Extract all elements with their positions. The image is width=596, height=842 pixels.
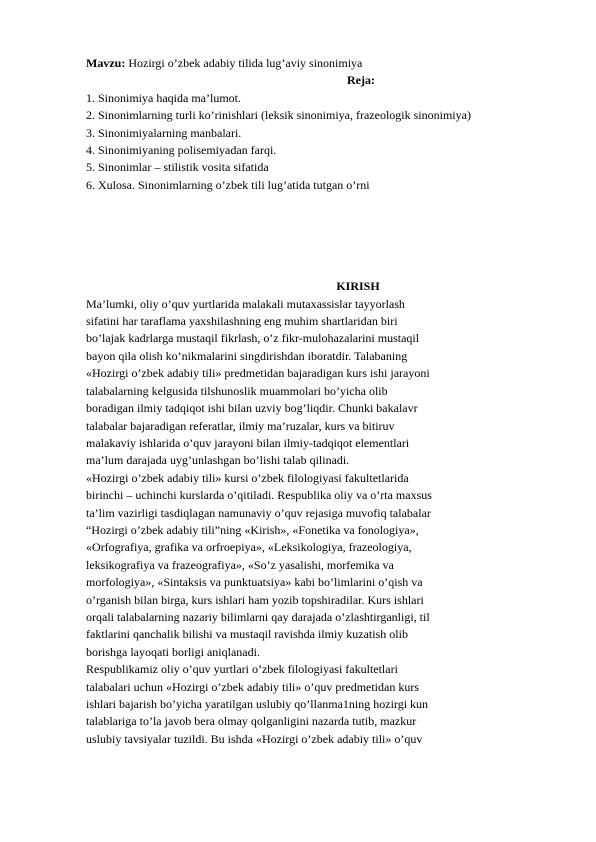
paragraph-line: ma’lum darajada uyg’unlashgan bo’lishi talab qilinadi. [86,453,350,468]
plan-item: 6. Xulosa. Sinonimlarning o’zbek tili lug’atida tutgan o’rni [86,177,370,192]
paragraph-line: «Hozirgi o’zbek adabiy tili» predmetidan bajaradigan kurs ishi jarayoni [86,366,430,381]
paragraph-line: sifatini har taraflama yaxshilashning eng muhim shartlaridan biri [86,314,398,329]
paragraph-line: Ma’lumki, oliy o’quv yurtlarida malakali mutaxassislar tayyorlash [86,296,405,311]
paragraph-line: «Orfografiya, grafika va orfroepiya», «Leksikologiya, frazeologiya, [86,540,412,555]
paragraph-line: malakaviy ishlarida o’quv jarayoni bilan ilmiy-tadqiqot elementlari [86,435,410,450]
paragraph-line: faktlarini qanchalik bilishi va mustaqil ravishda ilmiy kuzatish olib [86,627,408,642]
paragraph-line: “Hozirgi o’zbek adabiy tili”ning «Kirish», «Fonetika va fonologiya», [86,522,419,537]
topic-label: Mavzu: [86,56,126,70]
paragraph-line: «Hozirgi o’zbek adabiy tili» kursi o’zbek filologiyasi fakultetlarida [86,470,409,485]
plan-item: 4. Sinonimiyaning polisemiyadan farqi. [86,143,277,158]
plan-item: 5. Sinonimlar – stilistik vosita sifatida [86,160,269,175]
intro-paragraph [86,296,556,749]
plan-item: 3. Sinonimiyalarning manbalari. [86,125,242,140]
paragraph-line: talabalarning kelgusida tilshunoslik muammolari bo’yicha olib [86,383,388,398]
topic-line [86,55,556,72]
paragraph-line: borishga layoqati borligi aniqlanadi. [86,644,260,659]
plan-title: Reja: [347,73,375,88]
paragraph-line: ishlari bajarish bo’yicha yaratilgan uslubiy qo’llanma1ning hozirgi kun [86,697,429,711]
paragraph-line: leksikografiya va frazeografiya», «So’z yasalishi, morfemika va [86,557,394,572]
paragraph-line: Respublikamiz oliy o’quv yurtlari o’zbek filologiyasi fakultetlari [86,662,398,677]
paragraph-line: boradigan ilmiy tadqiqot ishi bilan uzviy bog’liqdir. Chunki bakalavr [86,401,418,416]
plan-item: 2. Sinonimlarning turli ko’rinishlari (leksik sinonimiya, frazeologik sinonimiya) [86,108,471,123]
plan-list [86,90,556,194]
paragraph-line: bo’lajak kadrlarga mustaqil fikrlash, o’z fikr-mulohazalarini mustaqil [86,331,420,346]
paragraph-line: morfologiya», «Sintaksis va punktuatsiya» kabi bo’limlarini o’qish va [86,575,423,590]
spacer [86,194,556,278]
paragraph-line: uslubiy tavsiyalar tuzildi. Bu ishda «Hozirgi o’zbek adabiy tili» o’quv [86,731,423,746]
paragraph-line: talablariga to’la javob bera olmay qolganligini nazarda tutib, mazkur [86,714,417,729]
paragraph-line: bayon qila olish ko’nikmalarini singdirishdan iboratdir. Talabaning [86,348,408,363]
paragraph-line: o’rganish bilan birga, kurs ishlari ham yozib topshiradilar. Kurs ishlari [86,592,424,607]
paragraph-line: talabalar bajaradigan referatlar, ilmiy ma’ruzalar, kurs va bitiruv [86,418,395,433]
document-body [86,55,556,748]
paragraph-line: talabalari uchun «Hozirgi o’zbek adabiy tili» o’quv predmetidan kurs [86,679,420,694]
paragraph-line: orqali talabalarning nazariy bilimlarni qay darajada o’zlashtirganligi, til [86,609,430,624]
paragraph-line: ta’lim vazirligi tasdiqlagan namunaviy o’quv rejasiga muvofiq talabalar [86,505,431,520]
plan-item: 1. Sinonimiya haqida ma’lumot. [86,90,241,105]
topic-text: Hozirgi o’zbek adabiy tilida lug’aviy sinonimiya [125,56,363,70]
paragraph-line: birinchi – uchinchi kurslarda o’qitiladi. Respublika oliy va o’rta maxsus [86,488,432,503]
section-title: KIRISH [336,279,380,294]
